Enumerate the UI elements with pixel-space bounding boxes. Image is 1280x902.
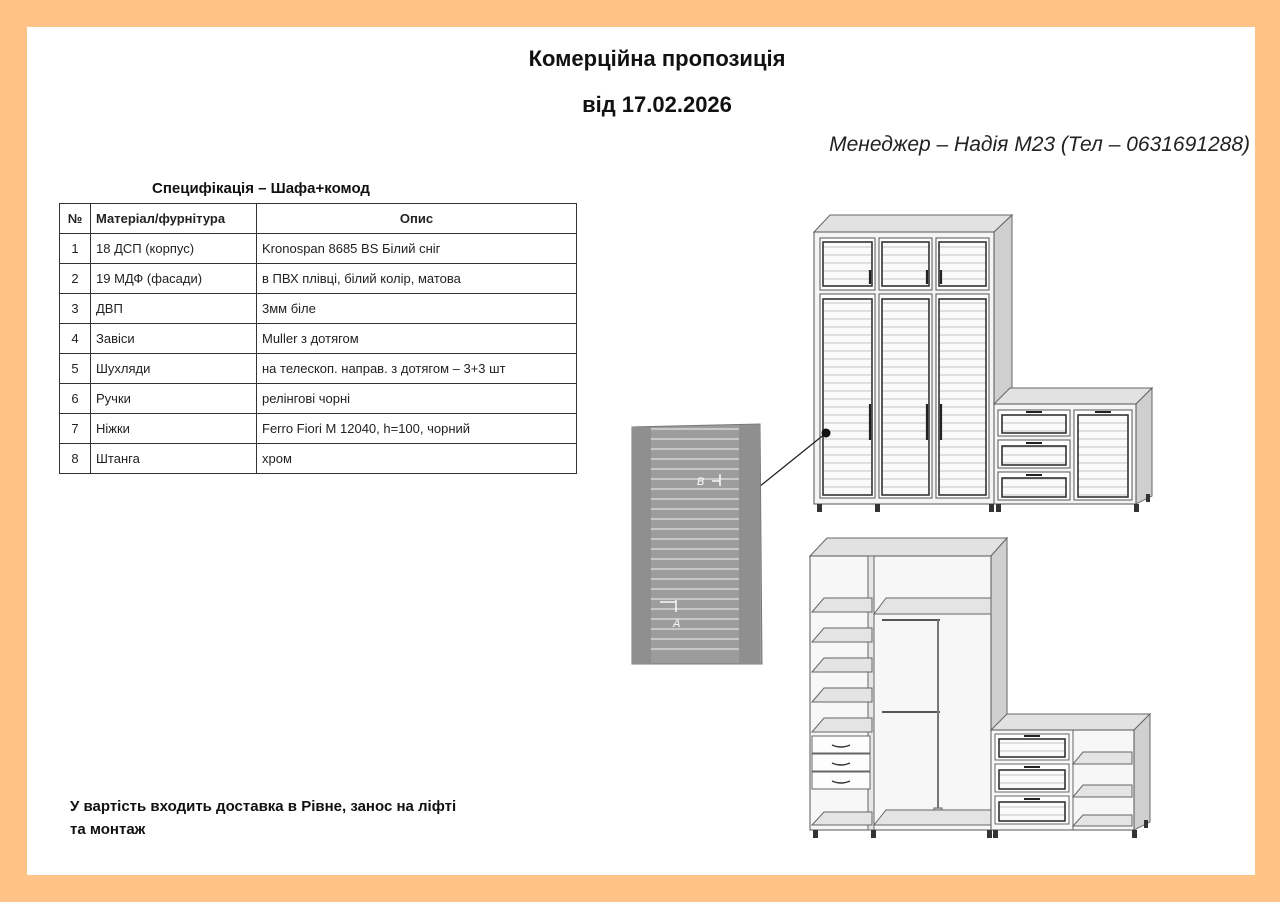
row-description: на телескоп. направ. з дотягом – 3+3 шт [257, 354, 577, 384]
header-material: Матеріал/фурнітура [91, 204, 257, 234]
specification-title: Специфікація – Шафа+комод [152, 180, 370, 197]
document-title: Комерційна пропозиція [528, 46, 786, 71]
wardrobe-open-view [810, 538, 1150, 838]
row-description: релінгові чорні [257, 384, 577, 414]
row-material: Ніжки [91, 414, 257, 444]
wardrobe-closed-view [814, 215, 1152, 512]
row-material: 18 ДСП (корпус) [91, 234, 257, 264]
row-num: 5 [60, 354, 91, 384]
row-num: 8 [60, 444, 91, 474]
row-description: Ferro Fiori M 12040, h=100, чорний [257, 414, 577, 444]
row-num: 2 [60, 264, 91, 294]
row-material: Завіси [91, 324, 257, 354]
row-material: ДВП [91, 294, 257, 324]
row-num: 6 [60, 384, 91, 414]
header-num: № [60, 204, 91, 234]
row-description: в ПВХ плівці, білий колір, матова [257, 264, 577, 294]
row-material: Ручки [91, 384, 257, 414]
row-num: 4 [60, 324, 91, 354]
row-num: 7 [60, 414, 91, 444]
section-label-a: A [673, 618, 681, 630]
row-material: 19 МДФ (фасади) [91, 264, 257, 294]
delivery-note: У вартість входить доставка в Рівне, занос на ліфті та монтаж [70, 798, 457, 838]
row-description: 3мм біле [257, 294, 577, 324]
document-date: від 17.02.2026 [582, 92, 732, 117]
row-description: хром [257, 444, 577, 474]
row-description: Kronospan 8685 BS Білий сніг [257, 234, 577, 264]
header-description: Опис [257, 204, 577, 234]
row-description: Muller з дотягом [257, 324, 577, 354]
row-num: 1 [60, 234, 91, 264]
row-material: Шухляди [91, 354, 257, 384]
row-num: 3 [60, 294, 91, 324]
facade-detail [632, 424, 762, 664]
manager-contact: Менеджер – Надія М23 (Тел – 0631691288) [829, 133, 1250, 156]
section-label-b: B [697, 476, 705, 488]
row-material: Штанга [91, 444, 257, 474]
